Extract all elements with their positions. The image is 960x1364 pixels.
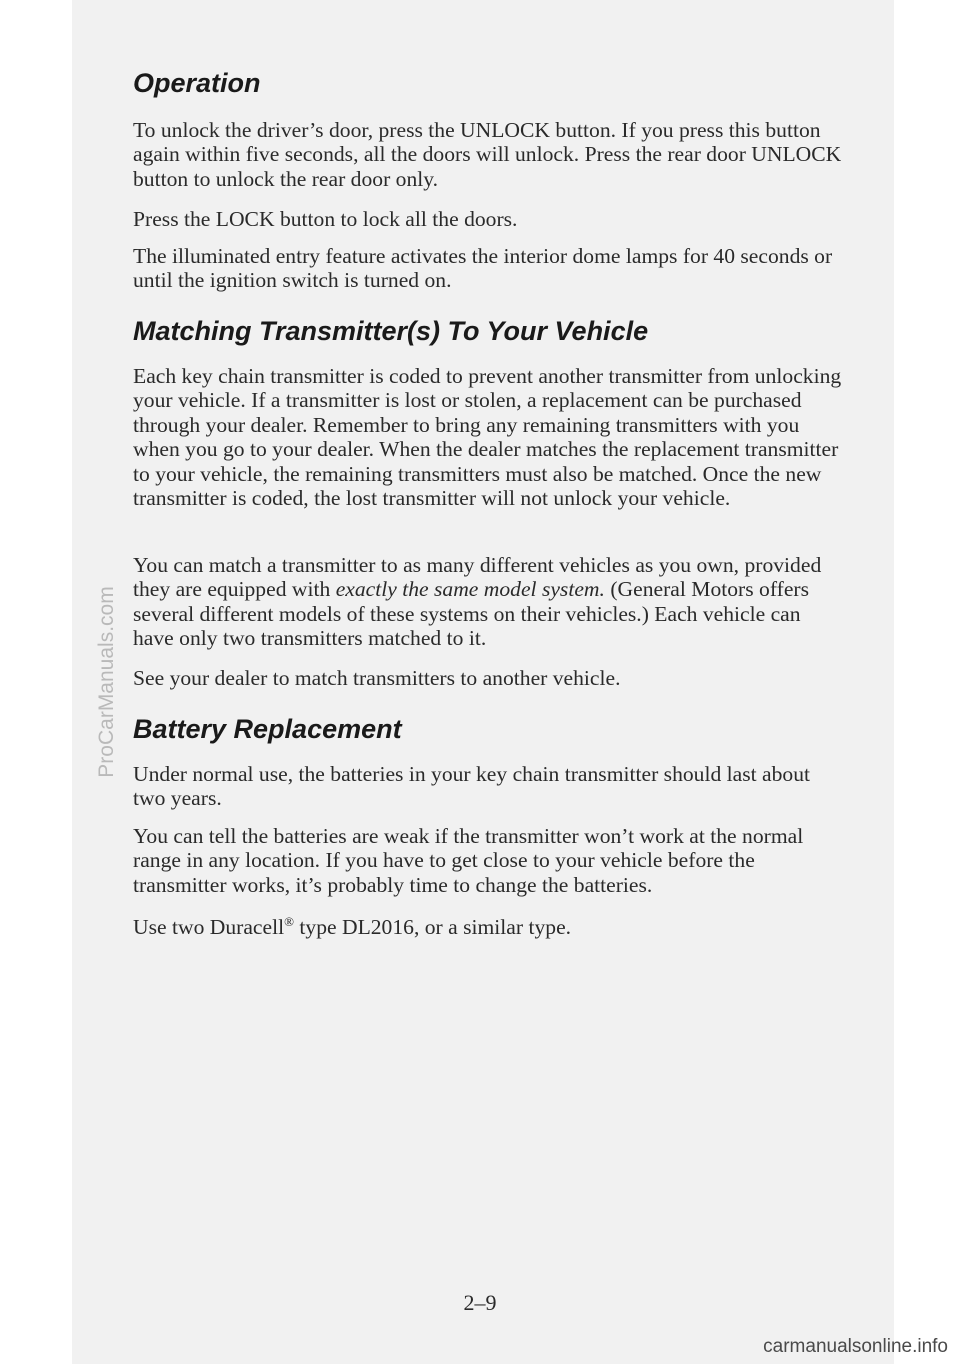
- paragraph: See your dealer to match transmitters to another vehicle.: [133, 666, 621, 690]
- footer-watermark: carmanualsonline.info: [763, 1336, 948, 1357]
- paragraph: To unlock the driver’s door, press the UNLOCK button. If you press this button again within five seconds, all the doors will unlock. Press the rear door UNLOCK button to unlock the rear door only.: [133, 118, 842, 191]
- section-heading-operation: Operation: [133, 68, 261, 98]
- side-watermark: ProCarManuals.com: [95, 586, 118, 778]
- side-watermark-wrap: [0, 0, 130, 1364]
- text-run: You can match a transmitter to as many different vehicles as you own, provided they are equipped with: [133, 553, 822, 602]
- section-heading-battery: Battery Replacement: [133, 714, 402, 744]
- text-run: type DL2016, or a similar type.: [294, 915, 572, 939]
- text-run: Use two Duracell: [133, 915, 285, 939]
- paragraph: Press the LOCK button to lock all the doors.: [133, 207, 518, 231]
- italic-text: exactly the same model system.: [335, 577, 605, 602]
- paragraph: Under normal use, the batteries in your key chain transmitter should last about two years.: [133, 762, 811, 811]
- paragraph: The illuminated entry feature activates the interior dome lamps for 40 seconds or until the ignition switch is turned on.: [133, 244, 833, 293]
- text-run: (General Motors offers several different models of these systems on their vehicles.) Each vehicle can have only two transmitters matched to it.: [133, 577, 809, 651]
- paragraph: You can tell the batteries are weak if the transmitter won’t work at the normal range in any location. If you have to get close to your vehicle before the transmitter works, it’s probably time to change the batteries.: [133, 824, 804, 897]
- paragraph: Each key chain transmitter is coded to prevent another transmitter from unlocking your vehicle. If a transmitter is lost or stolen, a replacement can be purchased through your dealer. Remember to bring any remaining transmitters with you when you go to your dealer. When the dealer matches the replacement transmitter to your vehicle, the remaining transmitters must also be matched. Once the new transmitter is coded, the lost transmitter will not unlock your vehicle.: [133, 364, 842, 511]
- registered-mark: ®: [284, 914, 294, 929]
- paragraph-italic-mix: [133, 553, 843, 651]
- page-number: 2–9: [463, 1290, 497, 1315]
- paragraph-superscript-mix: [133, 915, 843, 939]
- section-heading-matching: Matching Transmitter(s) To Your Vehicle: [133, 316, 649, 346]
